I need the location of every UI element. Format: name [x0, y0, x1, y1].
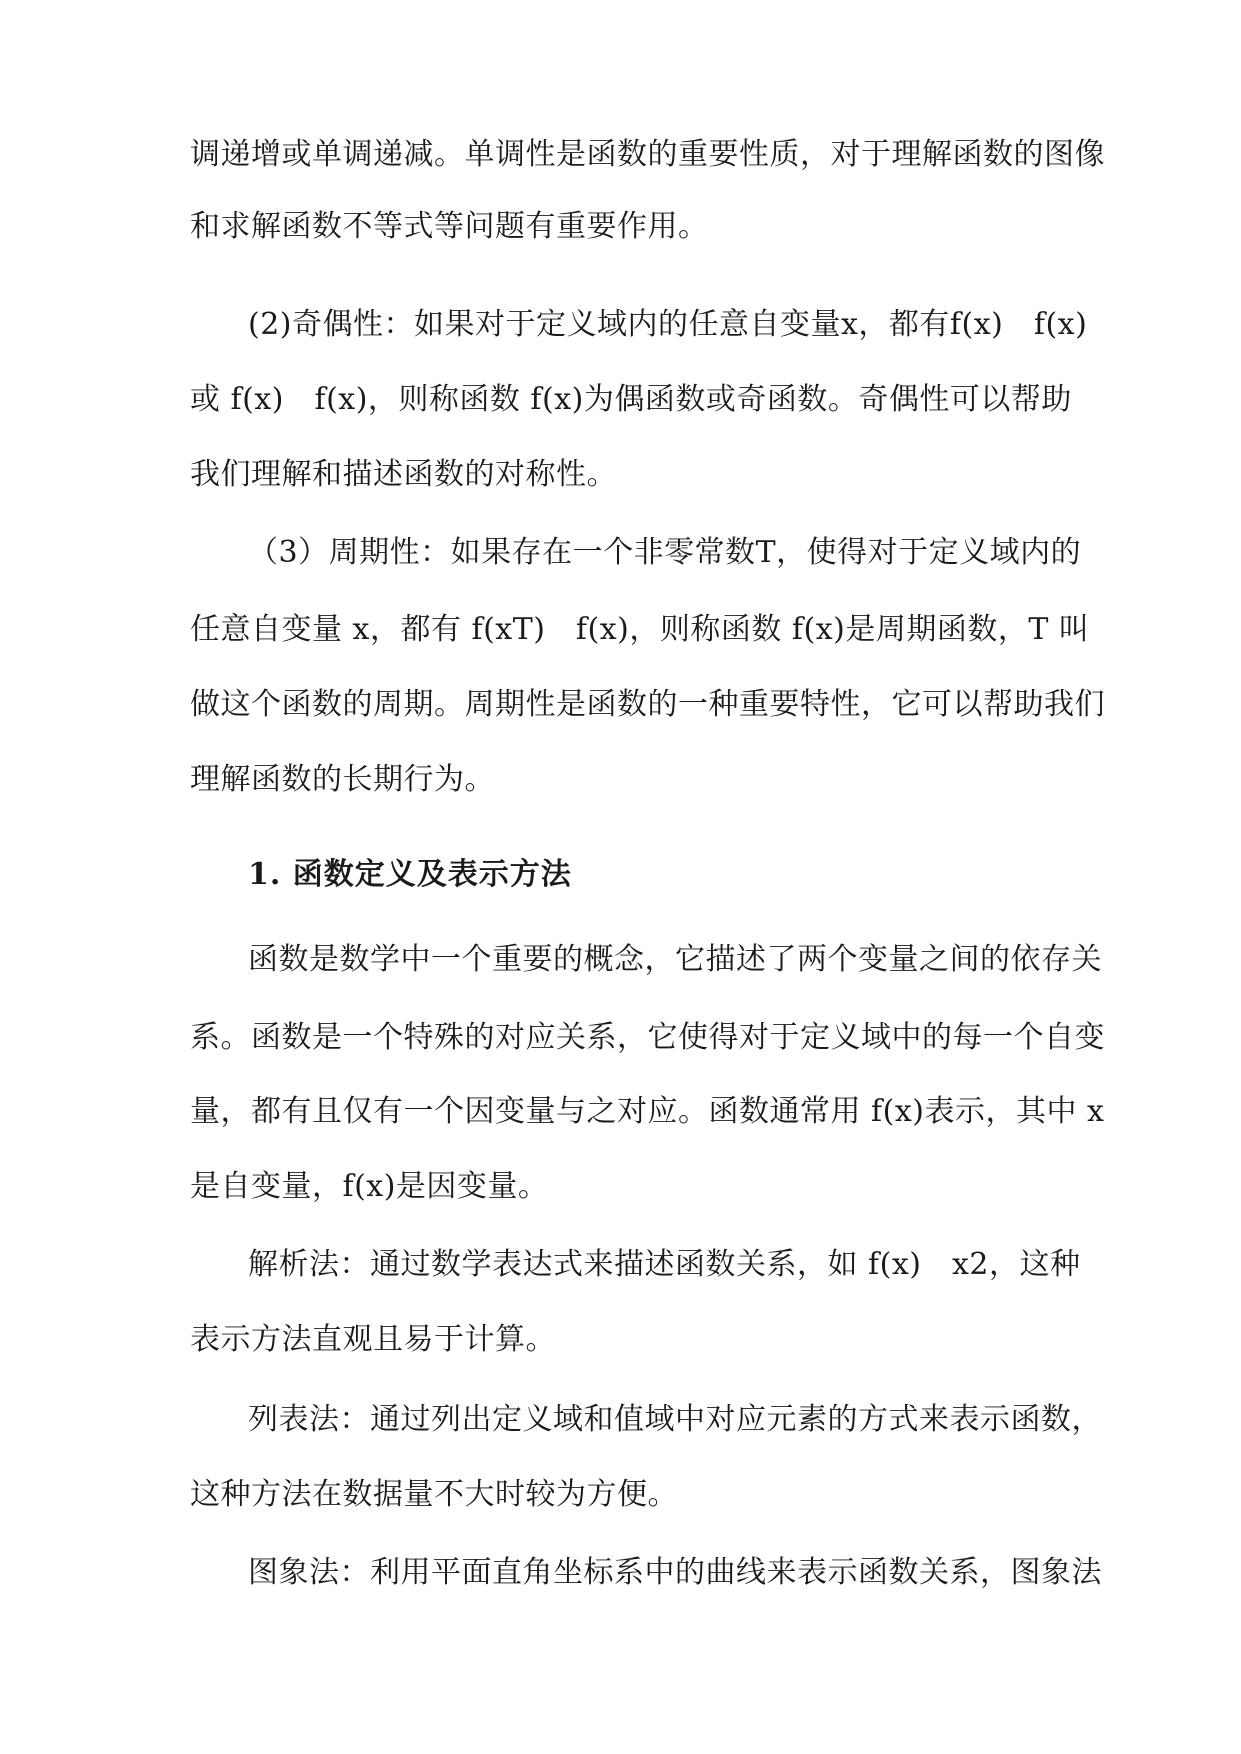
text-line: 我们理解和描述函数的对称性。 [190, 457, 617, 492]
text-line: 做这个函数的周期。周期性是函数的一种重要特性，它可以帮助我们 [190, 687, 1105, 722]
text-line: 列表法：通过列出定义域和值域中对应元素的方式来表示函数， [248, 1402, 1102, 1437]
text-line: 是自变量，f(x)是因变量。 [190, 1169, 549, 1204]
text-line: 量，都有且仅有一个因变量与之对应。函数通常用 f(x)表示，其中 x [190, 1094, 1105, 1129]
text-line: 表示方法直观且易于计算。 [190, 1322, 556, 1357]
text-line: 任意自变量 x，都有 f(xT) f(x)，则称函数 f(x)是周期函数，T 叫 [190, 612, 1090, 647]
text-line: 理解函数的长期行为。 [190, 762, 495, 797]
text-line: 或 f(x) f(x)，则称函数 f(x)为偶函数或奇函数。奇偶性可以帮助 [190, 382, 1072, 417]
text-line: （3）周期性：如果存在一个非零常数T，使得对于定义域内的 [248, 535, 1082, 570]
text-line: (2)奇偶性：如果对于定义域内的任意自变量x，都有f(x) f(x) [248, 307, 1088, 342]
section-heading: 1. 函数定义及表示方法 [248, 857, 572, 892]
text-line: 调递增或单调递减。单调性是函数的重要性质，对于理解函数的图像 [190, 137, 1105, 172]
text-line: 解析法：通过数学表达式来描述函数关系，如 f(x) x2，这种 [248, 1247, 1081, 1282]
text-line: 系。函数是一个特殊的对应关系，它使得对于定义域中的每一个自变 [190, 1020, 1105, 1055]
text-line: 和求解函数不等式等问题有重要作用。 [190, 209, 709, 244]
text-line: 函数是数学中一个重要的概念，它描述了两个变量之间的依存关 [248, 942, 1102, 977]
text-line: 这种方法在数据量不大时较为方便。 [190, 1477, 678, 1512]
text-line: 图象法：利用平面直角坐标系中的曲线来表示函数关系，图象法 [248, 1555, 1102, 1590]
